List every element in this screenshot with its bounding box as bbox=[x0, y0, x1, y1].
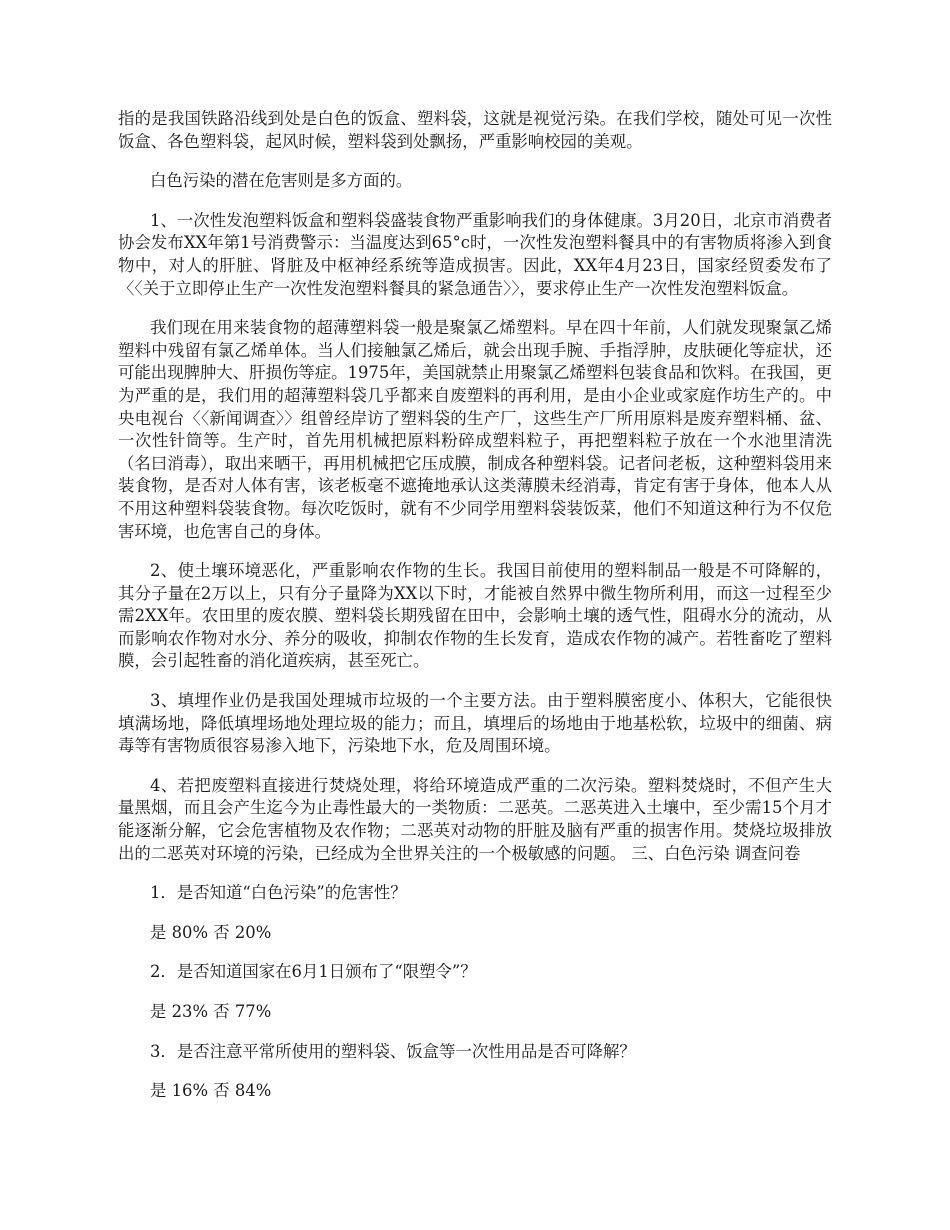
survey-answer-1: 是 80% 否 20% bbox=[150, 922, 272, 942]
survey-answer-2: 是 23% 否 77% bbox=[150, 1002, 272, 1021]
paragraph-hazard-1: 1、一次性发泡塑料饭盒和塑料袋盛装食物严重影响我们的身体健康。3月20日，北京市消费者协会发布XX年第1号消费警示：当温度达到65°c时，一次性发泡塑料餐具中的有害物质将渗入到食物中，对人的肝脏、肾脏及中枢神经系统等造成损害。因此，XX年4月23日，国家经贸委发布了〈〈关于立即停止生产一次性发泡塑料餐具的紧急通告〉〉，要求停止生产一次性发泡塑料饭盒。 bbox=[118, 210, 832, 298]
paragraph-hazard-2: 2、使土壤环境恶化，严重影响农作物的生长。我国目前使用的塑料制品一般是不可降解的，其分子量在2万以上，只有分子量降为XX以下时，才能被自然界中微生物所利用，而这一过程至少需2XX年。农田里的废农膜、塑料袋长期残留在田中，会影响土壤的透气性，阻碍水分的流动，从而影响农作物对水分、养分的吸收，抑制农作物的生长发育，造成农作物的减产。若牲畜吃了塑料膜，会引起牲畜的消化道疾病，甚至死亡。 bbox=[118, 561, 832, 671]
document-page bbox=[118, 108, 832, 1120]
paragraph-pvc-bags: 我们现在用来装食物的超薄塑料袋一般是聚氯乙烯塑料。早在四十年前，人们就发现聚氯乙烯塑料中残留有氯乙烯单体。当人们接触氯乙烯后，就会出现手腕、手指浮肿，皮肤硬化等症状，还可能出现脾肿大、肝损伤等症。1975年，美国就禁止用聚氯乙烯塑料包装食品和饮料。在我国，更为严重的是，我们用的超薄塑料袋几乎都来自废塑料的再利用，是由小企业或家庭作坊生产的。中央电视台〈〈新闻调查〉〉组曾经岸访了塑料袋的生产厂，这些生产厂所用原料是废弃塑料桶、盆、一次性针筒等。生产时，首先用机械把原料粉碎成塑料粒子，再把塑料粒子放在一个水池里清洗（名曰消毒），取出来晒干，再用机械把它压成膜，制成各种塑料袋。记者问老板，这种塑料袋用来装食物，是否对人体有害，该老板毫不遮掩地承认这类薄膜未经消毒，肯定有害于身体，他本人从不用这种塑料袋装食物。每次吃饭时，就有不少同学用塑料袋装饭菜，他们不知道这种行为不仅危害环境，也危害自己的身体。 bbox=[118, 318, 832, 541]
paragraph-hazard-4: 4、若把废塑料直接进行焚烧处理，将给环境造成严重的二次污染。塑料焚烧时，不但产生大量黑烟，而且会产生迄今为止毒性最大的一类物质：二恶英。二恶英进入土壤中，至少需15个月才能逐渐分解，它会危害植物及农作物；二恶英对动物的肝脏及脑有严重的损害作用。焚烧垃圾排放出的二恶英对环境的污染，已经成为全世界关注的一个极敏感的问题。 三、白色污染 调查问卷 bbox=[118, 775, 832, 863]
paragraph-hazards-summary: 白色污染的潜在危害则是多方面的。 bbox=[150, 171, 413, 191]
survey-question-2: 2．是否知道国家在6月1日颁布了“限塑令”？ bbox=[150, 962, 477, 982]
paragraph-intro: 指的是我国铁路沿线到处是白色的饭盒、塑料袋，这就是视觉污染。在我们学校，随处可见一次性饭盒、各色塑料袋，起风时候，塑料袋到处飘扬，严重影响校园的美观。 bbox=[118, 109, 832, 151]
paragraph-hazard-3: 3、填埋作业仍是我国处理城市垃圾的一个主要方法。由于塑料膜密度小、体积大，它能很快填满场地，降低填埋场地处理垃圾的能力；而且，填埋后的场地由于地基松软，垃圾中的细菌、病毒等有害物质很容易渗入地下，污染地下水，危及周围环境。 bbox=[118, 691, 832, 756]
survey-question-3: 3．是否注意平常所使用的塑料袋、饭盒等一次性用品是否可降解？ bbox=[150, 1041, 636, 1061]
survey-answer-3: 是 16% 否 84% bbox=[150, 1081, 272, 1101]
survey-question-1: 1．是否知道“白色污染”的危害性？ bbox=[150, 883, 407, 903]
